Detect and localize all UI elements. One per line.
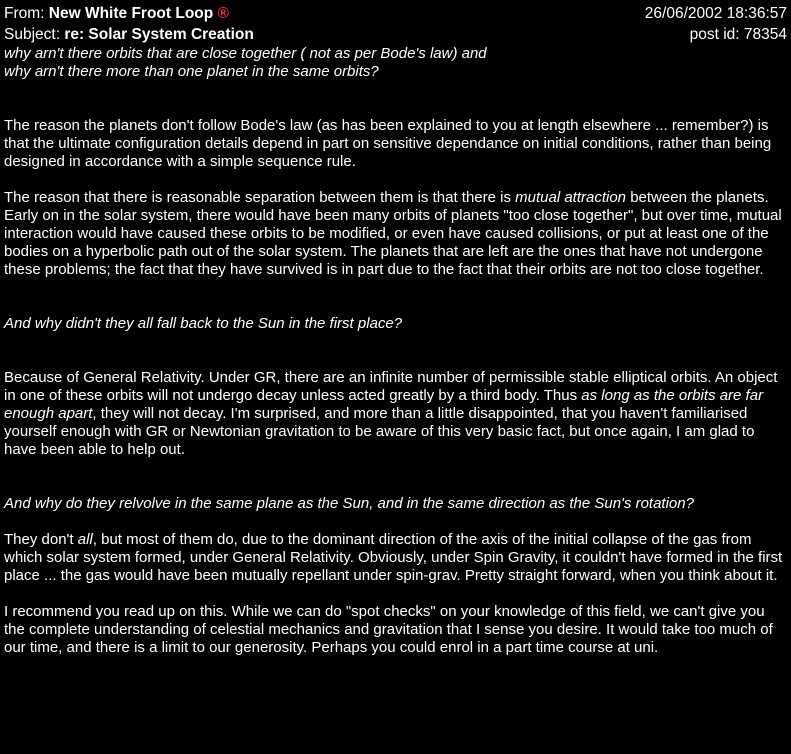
body-paragraph-4: They don't all, but most of them do, due to the dominant direction of the axis of the initial collapse of the gas from which solar system formed, under General Relativity. Obviously, under Spin Gravity, it couldn't have formed in the first place ... the gas would have been mutually repellant under spin-grav. Pretty straight forward, when you think about it. (4, 531, 783, 584)
emphasis-text: as long as the orbits are far enough apart (4, 387, 764, 422)
from-label: From: (4, 5, 49, 22)
author-name[interactable]: New White Froot Loop (48, 5, 214, 22)
post-header-subject-row (4, 24, 787, 45)
body-paragraph-2: The reason that there is reasonable separation between them is that there is mutual attraction between the planets. Early on in the solar system, there would have been many orbits of planets "too close together", but over time, mutual interaction would have caused these orbits to be modified, or even have caused collisions, or put at least one of the bodies on a hyperbolic path out of the solar system. The planets that are left are the ones that have not undergone these problems; the fact that they have survived is in part due to the fact that their orbits are not too close together. (4, 189, 782, 278)
body-paragraph-5: I recommend you read up on this. While we can do "spot checks" on your knowledge of this field, we can't give you the complete understanding of celestial mechanics and gravitation that I sense you desire. It would take too much of our time, and there is a limit to our generosity. Perhaps you could enrol in a part time course at uni. (4, 603, 773, 656)
quote-block-2: And why didn't they all fall back to the Sun in the first place? (4, 315, 403, 332)
emphasis-text: mutual attraction (515, 189, 627, 206)
post-date: 26/06/2002 18:36:57 (644, 5, 787, 22)
from-field (4, 3, 229, 24)
quote-line: why arn't there more than one planet in the same orbits? (4, 63, 379, 80)
quote-line: why arn't there orbits that are close together ( not as per Bode's law) and (4, 45, 487, 62)
quote-block-1 (4, 45, 787, 81)
post-header-from-row (4, 3, 787, 24)
emphasis-text: all (77, 531, 93, 548)
body-paragraph-1: The reason the planets don't follow Bode's law (as has been explained to you at length elsewhere ... remember?) is that the ultimate configuration details depend in part on sensitive dependance on initial conditions, rather than being designed in accordance with a simple sequence rule. (4, 117, 772, 170)
quote-block-3: And why do they relvolve in the same plane as the Sun, and in the same direction as the Sun's rotation? (4, 495, 694, 512)
post-id: post id: 78354 (689, 26, 787, 43)
body-paragraph-3: Because of General Relativity. Under GR, there are an infinite number of permissible stable elliptical orbits. An object in one of these orbits will not undergo decay unless acted greatly by a third body. Thus as long as the orbits are far enough apart, they will not decay. I'm surprised, and more than a little disappointed, that you haven't familiarised yourself enough with GR or Newtonian gravitation to be aware of this very basic fact, but once again, I am glad to have been able to help out. (4, 369, 778, 458)
subject-title: re: Solar System Creation (64, 26, 254, 43)
subject-field (4, 24, 254, 45)
registered-icon: ® (217, 5, 229, 22)
subject-label: Subject: (4, 26, 65, 43)
